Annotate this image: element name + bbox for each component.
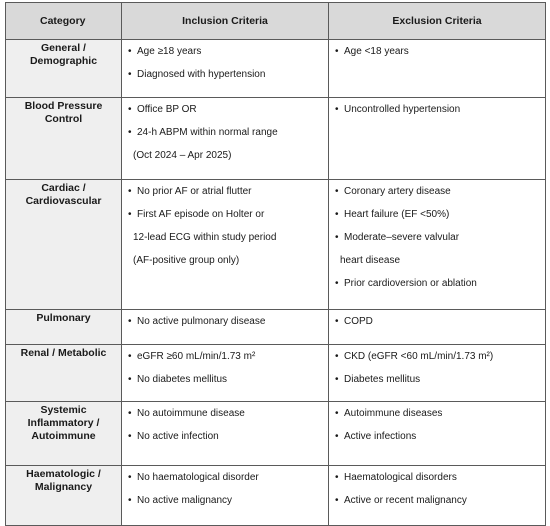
list-item [128,368,324,391]
exclusion-cell [329,310,546,345]
criterion-text: Haematological disorders [344,472,457,483]
header-row [6,3,546,40]
criterion-text: (Oct 2024 – Apr 2025) [133,150,232,161]
bullet-icon: • [128,104,132,115]
bullet-icon: • [128,186,132,197]
list-item [335,203,541,226]
table-row [6,466,546,526]
inclusion-list [128,402,324,448]
list-item [335,310,541,333]
criterion-text: No diabetes mellitus [137,374,228,385]
list-item [128,402,324,425]
list-item [128,121,324,144]
bullet-icon: • [335,495,339,506]
criterion-text: CKD (eGFR <60 mL/min/1.73 m²) [344,351,494,362]
criterion-text: No haematological disorder [137,472,259,483]
category-label: Cardiac / [41,182,86,194]
exclusion-list [335,98,541,121]
criterion-text: Diabetes mellitus [344,374,421,385]
bullet-icon: • [335,316,339,327]
table-row [6,310,546,345]
list-item [335,402,541,425]
bullet-icon: • [335,186,339,197]
bullet-icon: • [335,431,339,442]
criterion-text: heart disease [340,255,401,266]
bullet-icon: • [128,472,132,483]
criterion-text: No prior AF or atrial flutter [137,186,252,197]
list-item [128,144,324,167]
category-label: Cardiovascular [25,195,102,207]
exclusion-cell [329,180,546,310]
list-item [335,180,541,203]
criterion-text: Active infections [344,431,417,442]
list-item [335,40,541,63]
category-label: Autoimmune [31,430,96,442]
bullet-icon: • [128,69,132,80]
bullet-icon: • [335,209,339,220]
inclusion-cell [122,402,329,466]
table-row [6,180,546,310]
list-item [335,368,541,391]
bullet-icon: • [128,46,132,57]
bullet-icon: • [128,351,132,362]
criterion-text: No active infection [137,431,219,442]
criterion-text: 24-h ABPM within normal range [137,127,278,138]
list-item [335,345,541,368]
category-label: Inflammatory / [27,417,100,429]
criterion-text: Uncontrolled hypertension [344,104,461,115]
exclusion-list [335,345,541,391]
criteria-body [6,40,546,526]
bullet-icon: • [128,127,132,138]
inclusion-list [128,345,324,391]
bullet-icon: • [128,408,132,419]
inclusion-list [128,180,324,272]
category-cell [6,310,122,345]
list-item [128,345,324,368]
table-row [6,402,546,466]
list-item [128,466,324,489]
list-item [128,249,324,272]
exclusion-list [335,402,541,448]
inclusion-cell [122,466,329,526]
category-label: Control [44,113,83,125]
inclusion-list [128,98,324,167]
header-exclusion: Exclusion Criteria [329,3,546,40]
bullet-icon: • [335,278,339,289]
exclusion-cell [329,345,546,402]
criterion-text: No active malignancy [137,495,233,506]
bullet-icon: • [128,209,132,220]
exclusion-cell [329,402,546,466]
criterion-text: (AF-positive group only) [133,255,240,266]
inclusion-list [128,40,324,86]
category-label: General / [41,42,86,54]
criterion-text: COPD [344,316,373,327]
category-label: Malignancy [34,481,93,493]
bullet-icon: • [335,472,339,483]
inclusion-cell [122,310,329,345]
inclusion-cell [122,98,329,180]
category-label: Blood Pressure [24,100,103,112]
list-item [335,98,541,121]
list-item [128,425,324,448]
list-item [128,310,324,333]
criterion-text: Prior cardioversion or ablation [344,278,477,289]
category-cell [6,98,122,180]
exclusion-cell [329,98,546,180]
list-item [335,466,541,489]
exclusion-cell [329,466,546,526]
table-row [6,40,546,98]
category-cell [6,345,122,402]
category-label: Systemic [40,404,87,416]
criterion-text: Diagnosed with hypertension [137,69,266,80]
table-row [6,345,546,402]
inclusion-list [128,466,324,512]
criteria-table [5,2,546,526]
criterion-text: Coronary artery disease [344,186,451,197]
bullet-icon: • [128,431,132,442]
header-inclusion: Inclusion Criteria [122,3,329,40]
list-item [335,226,541,249]
category-cell [6,40,122,98]
list-item [128,226,324,249]
list-item [128,63,324,86]
inclusion-cell [122,345,329,402]
bullet-icon: • [335,232,339,243]
list-item [128,98,324,121]
list-item [128,180,324,203]
list-item [335,425,541,448]
inclusion-list [128,310,324,333]
category-label: Haematologic / [26,468,101,480]
list-item [335,489,541,512]
bullet-icon: • [128,316,132,327]
criterion-text: Active or recent malignancy [344,495,467,506]
exclusion-cell [329,40,546,98]
criterion-text: Office BP OR [137,104,197,115]
exclusion-list [335,40,541,63]
criterion-text: First AF episode on Holter or [137,209,265,220]
criterion-text: Autoimmune diseases [344,408,443,419]
list-item [128,203,324,226]
criterion-text: eGFR ≥60 mL/min/1.73 m² [137,351,256,362]
category-label: Renal / Metabolic [20,347,107,359]
criteria-table-container [5,2,545,526]
inclusion-cell [122,40,329,98]
category-label: Demographic [29,55,98,67]
criterion-text: Heart failure (EF <50%) [344,209,450,220]
bullet-icon: • [128,495,132,506]
header-category: Category [6,3,122,40]
list-item [335,272,541,295]
list-item [335,249,541,272]
bullet-icon: • [335,46,339,57]
exclusion-list [335,180,541,295]
category-cell [6,180,122,310]
exclusion-list [335,310,541,333]
bullet-icon: • [128,374,132,385]
criterion-text: 12-lead ECG within study period [133,232,277,243]
table-row [6,98,546,180]
criterion-text: Age <18 years [344,46,409,57]
category-label: Pulmonary [36,312,91,324]
category-cell [6,466,122,526]
list-item [128,40,324,63]
list-item [128,489,324,512]
category-cell [6,402,122,466]
bullet-icon: • [335,104,339,115]
criterion-text: Moderate–severe valvular [344,232,460,243]
criterion-text: No active pulmonary disease [137,316,266,327]
bullet-icon: • [335,351,339,362]
inclusion-cell [122,180,329,310]
exclusion-list [335,466,541,512]
bullet-icon: • [335,408,339,419]
criterion-text: Age ≥18 years [137,46,202,57]
criterion-text: No autoimmune disease [137,408,245,419]
bullet-icon: • [335,374,339,385]
